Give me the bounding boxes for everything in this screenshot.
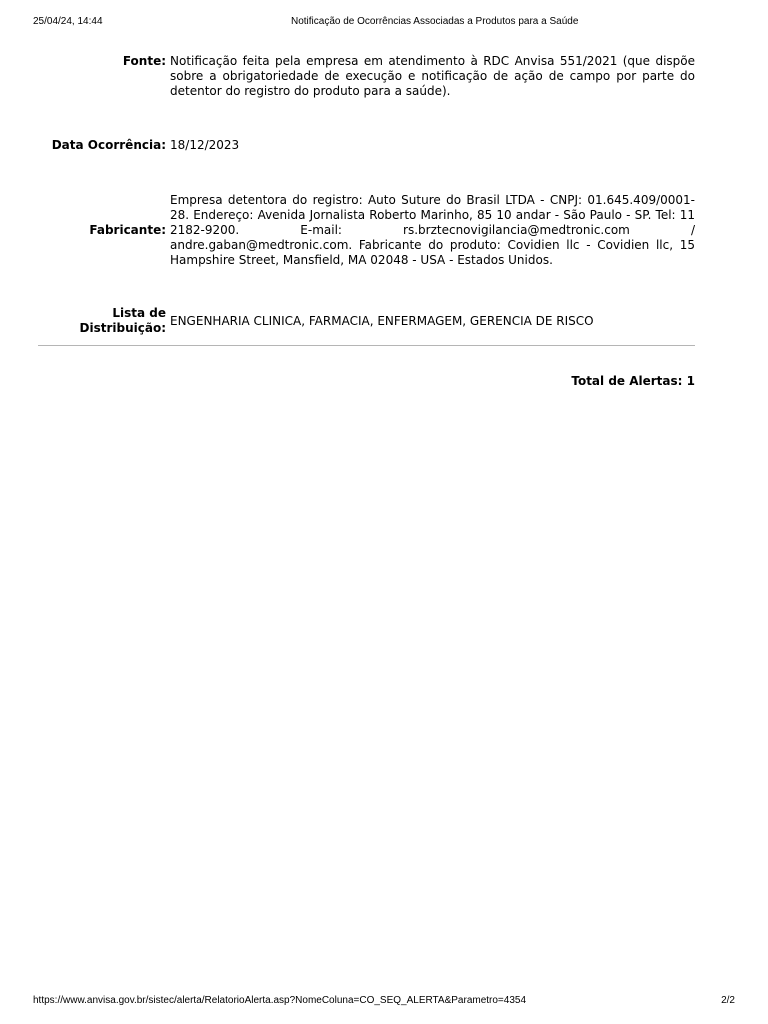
field-label-fonte: Fonte: [122, 54, 166, 68]
total-alertas: Total de Alertas: 1 [571, 374, 695, 388]
print-footer [33, 995, 735, 1009]
field-value-fabricante: Empresa detentora do registro: Auto Suture do Brasil LTDA - CNPJ: 01.645.409/0001-28. Endereço: Avenida Jornalista Roberto Marinho, 85 10 andar - São Paulo - SP. Tel: 11 2182-9200. E-mail: rs.brztecnovigilancia@medtronic.com / andre.gaban@medtronic.com. Fabricante do produto: Covidien llc - Covidien llc, 15 Hampshire Street, Mansfield, MA 02048 - USA - Estados Unidos. [170, 193, 695, 267]
field-label-lista-line2: Distribuição: [79, 321, 166, 335]
field-label-fabricante: Fabricante: [89, 223, 166, 237]
print-page-number: 2/2 [721, 995, 735, 1006]
field-label-lista-line1: Lista de [112, 306, 166, 320]
field-data-ocorrencia [38, 138, 695, 153]
print-page-title: Notificação de Ocorrências Associadas a Produtos para a Saúde [291, 16, 579, 27]
section-divider [38, 345, 695, 346]
field-value-data-ocorrencia: 18/12/2023 [170, 138, 240, 152]
field-value-lista-distribuicao: ENGENHARIA CLINICA, FARMACIA, ENFERMAGEM, GERENCIA DE RISCO [170, 313, 594, 328]
field-label-data-ocorrencia: Data Ocorrência: [51, 138, 166, 152]
field-label-lista-distribuicao [38, 306, 166, 336]
field-fabricante [38, 193, 695, 268]
print-datetime: 25/04/24, 14:44 [33, 16, 103, 27]
field-lista-distribuicao [38, 306, 695, 336]
field-fonte [38, 54, 695, 99]
print-header [33, 16, 735, 30]
print-url: https://www.anvisa.gov.br/sistec/alerta/RelatorioAlerta.asp?NomeColuna=CO_SEQ_ALERTA&Parametro=4354 [33, 995, 527, 1006]
field-value-fonte: Notificação feita pela empresa em atendimento à RDC Anvisa 551/2021 (que dispõe sobre a obrigatoriedade de execução e notificação de ação de campo por parte do detentor do registro do produto para a saúde). [170, 54, 695, 98]
